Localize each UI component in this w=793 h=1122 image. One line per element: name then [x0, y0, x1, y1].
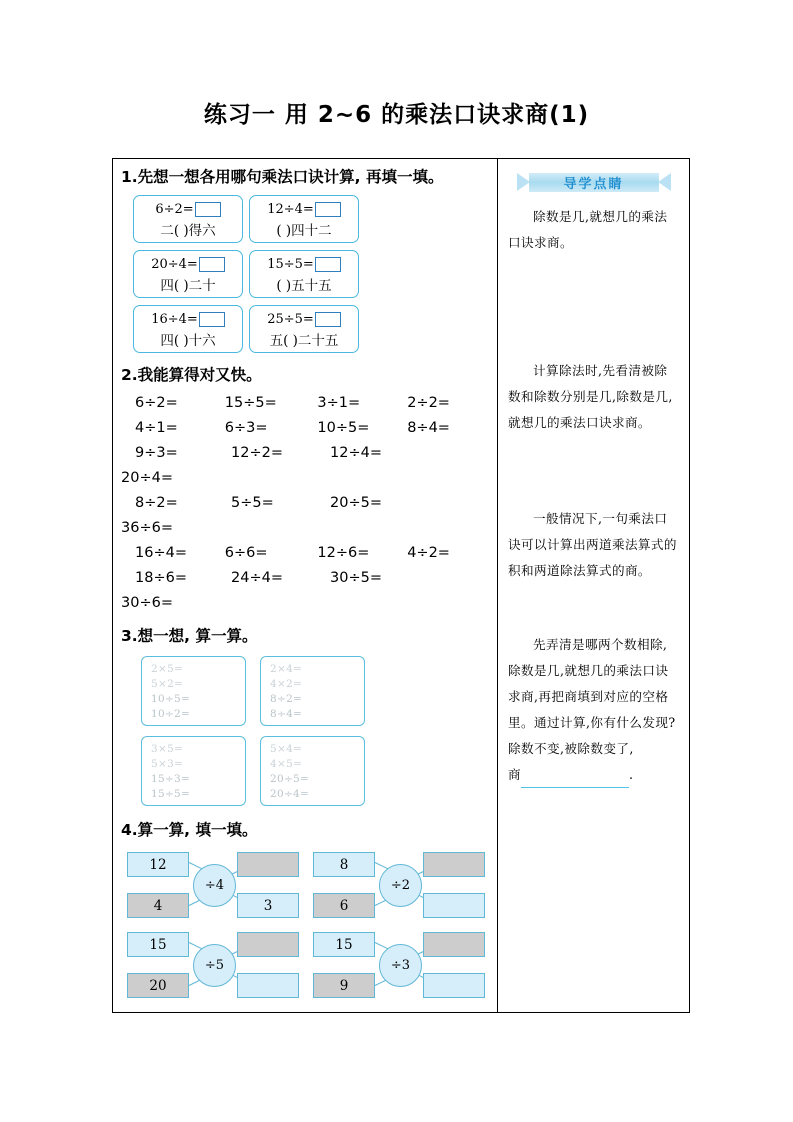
mnemonic-expr-line [151, 310, 225, 330]
calc-row [121, 541, 497, 566]
calc-row [121, 591, 497, 616]
mini-line[interactable]: 3×5= [151, 743, 184, 755]
flow-input-box[interactable]: 15 [127, 932, 189, 957]
calc-item[interactable]: 30÷6= [121, 595, 173, 611]
flow-operator: ÷4 [193, 864, 236, 907]
guidance-tip-2: 计算除法时,先看清被除数和除数分别是几,除数是几,就想几的乘法口诀求商。 [508, 363, 673, 430]
mini-line[interactable]: 10÷5= [151, 693, 191, 705]
calc-item[interactable]: 3÷1= [317, 395, 361, 411]
calc-item[interactable]: 8÷4= [407, 420, 450, 436]
calc-item[interactable]: 4÷1= [135, 420, 178, 436]
calc-item[interactable]: 10÷5= [317, 420, 370, 436]
flow-output-box[interactable] [237, 852, 299, 877]
calc-row [121, 416, 497, 441]
calc-row [121, 391, 497, 416]
answer-blank-box[interactable] [315, 257, 341, 272]
guidance-conclusion: 除数不变,被除数变了, [508, 741, 634, 756]
calc-row [121, 441, 497, 466]
flow-output-box[interactable] [237, 973, 299, 998]
guidance-banner [515, 173, 673, 192]
mnemonic-box[interactable] [249, 305, 359, 353]
calc-item[interactable]: 30÷5= [330, 570, 382, 586]
mnemonic-box[interactable] [249, 250, 359, 298]
section2-heading: 2.我能算得对又快。 [121, 366, 262, 384]
worksheet-frame [112, 158, 690, 1013]
mnemonic-text[interactable]: 四( )十六 [160, 332, 216, 349]
section3-box-grid [113, 650, 497, 806]
calc-item[interactable]: 15÷5= [224, 395, 277, 411]
calc-item[interactable]: 12÷2= [231, 445, 283, 461]
flow-output-box[interactable] [423, 852, 485, 877]
answer-blank-box[interactable] [315, 312, 341, 327]
mnemonic-expr: 6÷2= [155, 202, 194, 218]
mini-line[interactable]: 5×3= [151, 758, 184, 770]
mnemonic-text[interactable]: ( )五十五 [276, 277, 332, 294]
mini-line[interactable]: 20÷5= [270, 773, 310, 785]
chevron-right-icon [658, 173, 671, 191]
mini-line[interactable]: 2×4= [270, 663, 303, 675]
mnemonic-expr-line [267, 310, 341, 330]
mini-problem-box[interactable] [141, 656, 246, 726]
mini-line[interactable]: 10÷2= [151, 708, 191, 720]
mnemonic-expr: 12÷4= [267, 202, 314, 218]
calc-item[interactable]: 20÷5= [330, 495, 382, 511]
mnemonic-expr-line [267, 200, 341, 220]
flow-output-box[interactable] [423, 893, 485, 918]
flow-unit [313, 932, 485, 998]
calc-item[interactable]: 4÷2= [407, 545, 450, 561]
guidance-answer-line [508, 762, 679, 788]
calc-row [121, 466, 497, 491]
mini-line[interactable]: 15÷3= [151, 773, 191, 785]
flow-unit [127, 852, 299, 918]
mini-line[interactable]: 5×4= [270, 743, 303, 755]
calc-item[interactable]: 5÷5= [231, 495, 274, 511]
guidance-tip-3: 一般情况下,一句乘法口诀可以计算出两道乘法算式的积和两道除法算式的商。 [508, 511, 677, 578]
flow-operator: ÷5 [193, 944, 236, 987]
chevron-left-icon [517, 173, 530, 191]
section1-box-grid [113, 191, 468, 353]
mini-line[interactable]: 5×2= [151, 678, 184, 690]
calc-item[interactable]: 6÷2= [135, 395, 178, 411]
flow-output-box[interactable] [423, 973, 485, 998]
mini-line[interactable]: 8÷2= [270, 693, 303, 705]
answer-blank-underline[interactable] [521, 773, 629, 788]
answer-blank-box[interactable] [199, 257, 225, 272]
mini-line[interactable]: 4×2= [270, 678, 303, 690]
mnemonic-box[interactable] [133, 195, 243, 243]
calc-row [121, 516, 497, 541]
exercises-column [113, 159, 498, 1012]
calc-item[interactable]: 6÷6= [224, 545, 268, 561]
calc-item[interactable]: 12÷6= [317, 545, 370, 561]
calc-item[interactable]: 36÷6= [121, 520, 173, 536]
answer-blank-box[interactable] [199, 312, 225, 327]
flow-operator: ÷2 [379, 864, 422, 907]
answer-blank-box[interactable] [315, 202, 341, 217]
flow-row [127, 852, 497, 918]
mini-problem-box[interactable] [260, 656, 365, 726]
mnemonic-expr: 16÷4= [151, 312, 198, 328]
flow-unit [313, 852, 485, 918]
guidance-tip-1: 除数是几,就想几的乘法口诀求商。 [508, 209, 668, 250]
mnemonic-box[interactable] [249, 195, 359, 243]
calc-item[interactable]: 6÷3= [224, 420, 268, 436]
banner-label: 导学点睛 [563, 177, 624, 192]
mnemonic-expr-line [267, 255, 341, 275]
flow-input-box[interactable]: 8 [313, 852, 375, 877]
mini-problem-box[interactable] [141, 736, 246, 806]
section4-flow-diagrams [113, 844, 497, 998]
page-title: 练习一 用 2~6 的乘法口诀求商(1) [203, 102, 590, 128]
mnemonic-text[interactable]: ( )四十二 [276, 222, 332, 239]
mini-line[interactable]: 8÷4= [270, 708, 303, 720]
flow-unit [127, 932, 299, 998]
section3-heading: 3.想一想, 算一算。 [121, 627, 258, 645]
flow-output-box[interactable]: 3 [237, 893, 299, 918]
flow-input-box[interactable]: 20 [127, 973, 189, 998]
section1-heading: 1.先想一想各用哪句乘法口诀计算, 再填一填。 [121, 168, 444, 186]
mnemonic-expr-line [155, 200, 220, 220]
flow-row [127, 932, 497, 998]
flow-input-box[interactable]: 15 [313, 932, 375, 957]
mnemonic-text[interactable]: 四( )二十 [160, 277, 216, 294]
mnemonic-expr: 25÷5= [267, 312, 314, 328]
mnemonic-box[interactable] [133, 305, 243, 353]
mini-line[interactable]: 4×5= [270, 758, 303, 770]
answer-blank-box[interactable] [195, 202, 221, 217]
calc-item[interactable]: 8÷2= [135, 495, 178, 511]
mini-box-row [141, 736, 497, 806]
mini-box-row [141, 656, 497, 726]
calc-item[interactable]: 9÷3= [135, 445, 178, 461]
calc-item[interactable]: 20÷4= [121, 470, 173, 486]
flow-input-box[interactable]: 6 [313, 893, 375, 918]
mnemonic-expr: 15÷5= [267, 257, 314, 273]
mini-line[interactable]: 20÷4= [270, 788, 310, 800]
calc-row [121, 491, 497, 516]
mini-line[interactable]: 2×5= [151, 663, 184, 675]
flow-input-box[interactable]: 9 [313, 973, 375, 998]
mnemonic-text[interactable]: 五( )二十五 [269, 332, 339, 349]
flow-output-box[interactable] [237, 932, 299, 957]
flow-input-box[interactable]: 4 [127, 893, 189, 918]
guidance-column [498, 159, 689, 1012]
guidance-tip-4: 先弄清是哪两个数相除,除数是几,就想几的乘法口诀求商,再把商填到对应的空格里。通过计算,你有什么发现? [508, 637, 676, 730]
calc-item[interactable]: 2÷2= [407, 395, 450, 411]
section2-problem-list [113, 389, 497, 616]
calc-item[interactable]: 24÷4= [231, 570, 283, 586]
mnemonic-text[interactable]: 二( )得六 [160, 222, 216, 239]
flow-input-box[interactable]: 12 [127, 852, 189, 877]
answer-prefix: 商 [508, 767, 521, 782]
calc-item[interactable]: 12÷4= [330, 445, 382, 461]
calc-row [121, 566, 497, 591]
section4-heading: 4.算一算, 填一填。 [121, 821, 258, 839]
calc-item[interactable]: 18÷6= [135, 570, 187, 586]
mnemonic-expr-line [151, 255, 225, 275]
mini-line[interactable]: 15÷5= [151, 788, 191, 800]
flow-operator: ÷3 [379, 944, 422, 987]
calc-item[interactable]: 16÷4= [135, 545, 187, 561]
mini-problem-box[interactable] [260, 736, 365, 806]
answer-suffix: . [629, 767, 634, 782]
mnemonic-expr: 20÷4= [151, 257, 198, 273]
flow-output-box[interactable] [423, 932, 485, 957]
mnemonic-box[interactable] [133, 250, 243, 298]
